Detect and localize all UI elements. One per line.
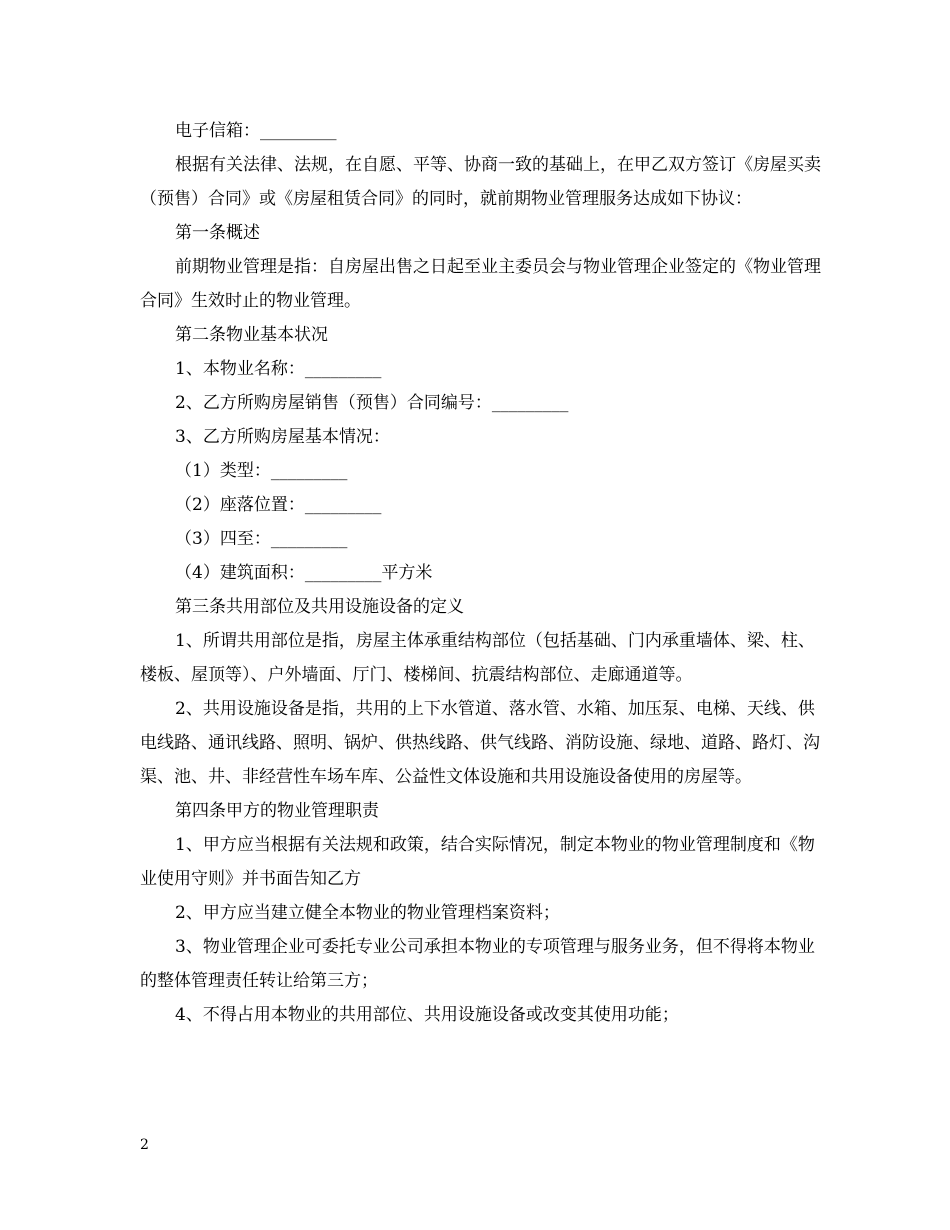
article-3-item-2: 2、共用设施设备是指，共用的上下水管道、落水管、水箱、加压泵、电梯、天线、供电线路、通讯线路、照明、锅炉、供热线路、供气线路、消防设施、绿地、道路、路灯、沟渠、池、井、非经营性车场车库、公益性文体设施和共用设施设备使用的房屋等。 <box>140 699 820 787</box>
paragraph-preamble: 根据有关法律、法规，在自愿、平等、协商一致的基础上，在甲乙双方签订《房屋买卖（预售）合同》或《房屋租赁合同》的同时，就前期物业管理服务达成如下协议： <box>140 155 821 209</box>
article-2-item-1: 1、本物业名称：_________ <box>175 359 382 379</box>
article-2-subitem-3: （3）四至：_________ <box>175 529 348 549</box>
article-2-subitem-2: （2）座落位置：_________ <box>175 495 382 515</box>
article-2-item-2: 2、乙方所购房屋销售（预售）合同编号：_________ <box>175 393 569 413</box>
article-3-item-1: 1、所谓共用部位是指，房屋主体承重结构部位（包括基础、门内承重墙体、梁、柱、楼板、屋顶等）、户外墙面、厅门、楼梯间、抗震结构部位、走廊通道等。 <box>140 631 815 685</box>
page-number: 2 <box>140 1137 149 1153</box>
paragraph-email: 电子信箱：_________ <box>175 121 337 141</box>
article-2-heading: 第二条物业基本状况 <box>175 325 328 345</box>
article-2-item-3: 3、乙方所购房屋基本情况： <box>175 427 390 447</box>
article-3-heading: 第三条共用部位及共用设施设备的定义 <box>175 597 464 617</box>
document-body <box>140 114 830 1032</box>
article-2-subitem-4: （4）建筑面积：_________平方米 <box>175 563 433 583</box>
article-4-item-2: 2、甲方应当建立健全本物业的物业管理档案资料； <box>175 903 560 923</box>
article-4-item-3: 3、物业管理企业可委托专业公司承担本物业的专项管理与服务业务，但不得将本物业的整体管理责任转让给第三方； <box>140 937 815 991</box>
article-4-heading: 第四条甲方的物业管理职责 <box>175 801 379 821</box>
article-1-heading: 第一条概述 <box>175 223 260 243</box>
article-4-item-1: 1、甲方应当根据有关法规和政策，结合实际情况，制定本物业的物业管理制度和《物业使用守则》并书面告知乙方 <box>140 835 815 889</box>
article-2-subitem-1: （1）类型：_________ <box>175 461 348 481</box>
article-1-text: 前期物业管理是指：自房屋出售之日起至业主委员会与物业管理企业签定的《物业管理合同》生效时止的物业管理。 <box>140 257 821 311</box>
article-4-item-4: 4、不得占用本物业的共用部位、共用设施设备或改变其使用功能； <box>175 1005 679 1025</box>
